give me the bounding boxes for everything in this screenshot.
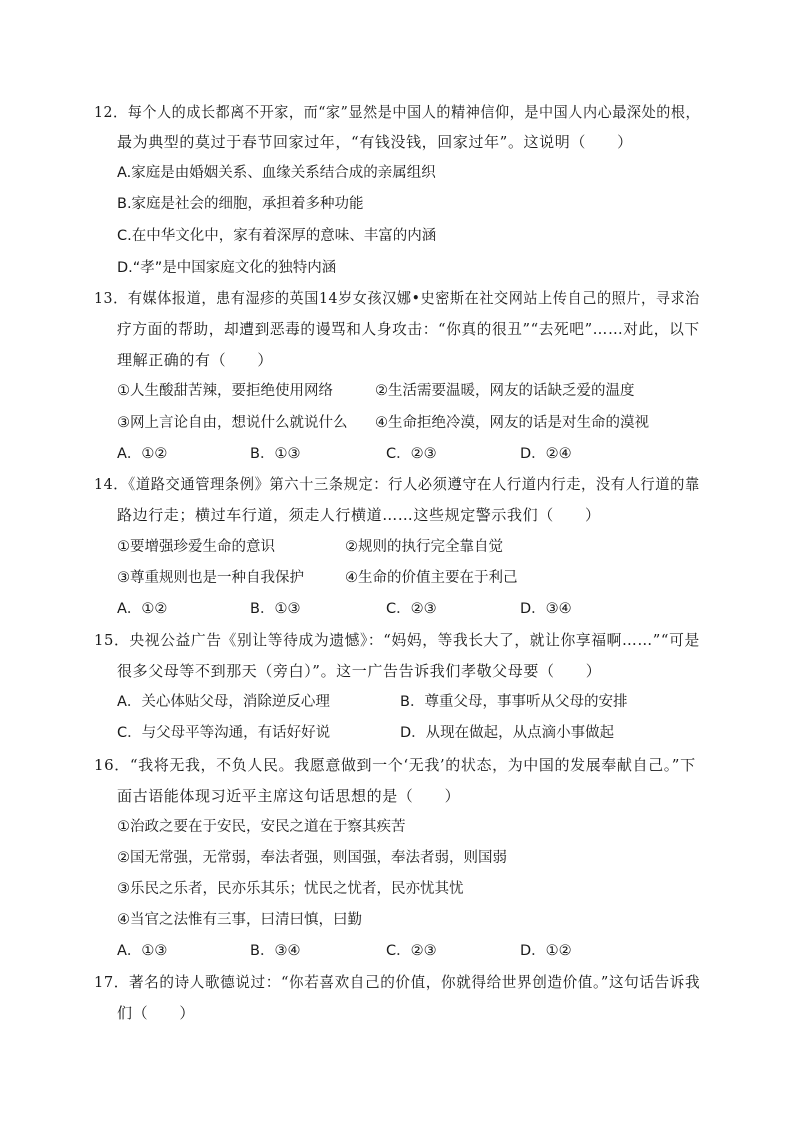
q16-stem-line-1: 16．“我将无我，不负人民。我愿意做到一个‘无我’的状态，为中国的发展奉献自己。”下 xyxy=(94,756,696,774)
q14-choice-b: B．①③ xyxy=(250,601,301,617)
q13-statement-4: ④生命拒绝冷漠，网友的话是对生命的漠视 xyxy=(375,415,649,431)
q14-choice-d: D．③④ xyxy=(520,601,572,617)
q13-statement-1: ①人生酸甜苦辣，要拒绝使用网络 xyxy=(117,383,333,399)
q16-choice-b: B．③④ xyxy=(250,943,301,959)
q17-stem-line-2: 们（ ） xyxy=(117,1004,196,1022)
q16-statement-2: ②国无常强，无常弱，奉法者强，则国强，奉法者弱，则国弱 xyxy=(117,850,507,866)
q13-stem-line-1: 13．有媒体报道，患有湿疹的英国14岁女孩汉娜•史密斯在社交网站上传自己的照片，寻求治 xyxy=(94,289,700,307)
q15-option-d: D．从现在做起，从点滴小事做起 xyxy=(400,725,615,741)
q15-option-c: C．与父母平等沟通，有话好好说 xyxy=(117,725,331,741)
q13-stem-line-3: 理解正确的有（ ） xyxy=(117,351,274,369)
q13-choice-a: A．①② xyxy=(117,446,168,462)
q12-option-a: A.家庭是由婚姻关系、血缘关系结合成的亲属组织 xyxy=(117,165,436,181)
q16-statement-1: ①治政之要在于安民，安民之道在于察其疾苦 xyxy=(117,819,406,835)
q14-statement-2: ②规则的执行完全靠自觉 xyxy=(345,539,503,555)
q14-choice-a: A．①② xyxy=(117,601,168,617)
q15-option-b: B．尊重父母，事事听从父母的安排 xyxy=(400,694,628,710)
q16-choice-d: D．①② xyxy=(520,943,572,959)
q12-option-d: D.“孝”是中国家庭文化的独特内涵 xyxy=(117,260,337,276)
q12-option-b: B.家庭是社会的细胞，承担着多种功能 xyxy=(117,196,364,212)
q13-choice-c: C．②③ xyxy=(386,446,437,462)
q12-stem-line-1: 12．每个人的成长都离不开家，而“家”显然是中国人的精神信仰，是中国人内心最深处的根， xyxy=(94,103,701,121)
q13-choice-d: D．②④ xyxy=(520,446,572,462)
q14-stem-line-1: 14．《道路交通管理条例》第六十三条规定：行人必须遵守在人行道内行走，没有人行道的靠 xyxy=(94,475,700,493)
q12-stem-line-2: 最为典型的莫过于春节回家过年，“有钱没钱，回家过年”。这说明（ ） xyxy=(117,133,633,151)
q16-stem-line-2: 面古语能体现习近平主席这句话思想的是（ ） xyxy=(117,787,461,805)
q13-statement-3: ③网上言论自由，想说什么就说什么 xyxy=(117,415,348,431)
q15-stem-line-2: 很多父母等不到那天（旁白）”。这一广告告诉我们孝敬父母要（ ） xyxy=(117,662,602,680)
q14-choice-c: C．②③ xyxy=(386,601,437,617)
q13-statement-2: ②生活需要温暖，网友的话缺乏爱的温度 xyxy=(375,383,635,399)
q14-stem-line-2: 路边行走；横过车行道，须走人行横道……这些规定警示我们（ ） xyxy=(117,506,601,524)
q16-choice-c: C．②③ xyxy=(386,943,437,959)
q17-stem-line-1: 17．著名的诗人歌德说过：“你若喜欢自己的价值，你就得给世界创造价值。”这句话告诉我 xyxy=(94,973,701,991)
q15-option-a: A．关心体贴父母，消除逆反心理 xyxy=(117,694,330,710)
q16-choice-a: A．①③ xyxy=(117,943,168,959)
q13-stem-line-2: 疗方面的帮助，却遭到恶毒的谩骂和人身攻击：“你真的很丑”“去死吧”……对此，以下 xyxy=(117,320,700,338)
q14-statement-3: ③尊重规则也是一种自我保护 xyxy=(117,570,304,586)
q16-statement-4: ④当官之法惟有三事，曰清曰慎，曰勤 xyxy=(117,912,362,928)
q14-statement-1: ①要增强珍爱生命的意识 xyxy=(117,539,275,555)
q15-stem-line-1: 15．央视公益广告《别让等待成为遗憾》：“妈妈，等我长大了，就让你享福啊……”“可是 xyxy=(94,631,700,649)
q14-statement-4: ④生命的价值主要在于利己 xyxy=(345,570,518,586)
q13-choice-b: B．①③ xyxy=(250,446,301,462)
q16-statement-3: ③乐民之乐者，民亦乐其乐；忧民之忧者，民亦忧其忧 xyxy=(117,881,464,897)
q12-option-c: C.在中华文化中，家有着深厚的意味、丰富的内涵 xyxy=(117,228,437,244)
